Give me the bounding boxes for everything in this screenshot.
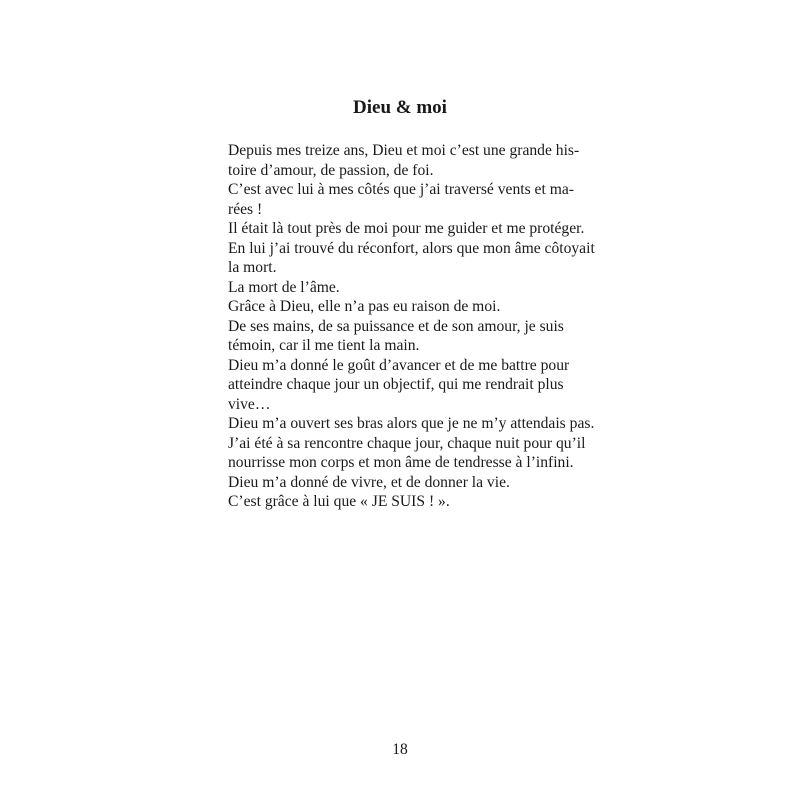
text-line: Il était là tout près de moi pour me guider et me protéger. [228, 220, 585, 237]
text-line: En lui j’ai trouvé du réconfort, alors que mon âme côtoyait [228, 239, 595, 257]
text-line: témoin, car il me tient la main. [228, 337, 420, 354]
text-line: vive… [228, 395, 271, 413]
text-line: Dieu m’a ouvert ses bras alors que je ne m’y attendais pas. [228, 415, 595, 432]
text-line: nourrisse mon corps et mon âme de tendresse à l’infini. [228, 454, 574, 471]
text-line: De ses mains, de sa puissance et de son amour, je suis [228, 317, 564, 335]
text-line: Depuis mes treize ans, Dieu et moi c’est une grande his- [228, 142, 580, 159]
text-line: atteindre chaque jour un objectif, qui me rendrait plus [228, 376, 564, 393]
text-line: Dieu m’a donné de vivre, et de donner la vie. [228, 473, 510, 491]
text-line: C’est grâce à lui que « JE SUIS ! ». [228, 493, 450, 510]
text-line: C’est avec lui à mes côtés que j’ai traversé vents et ma- [228, 181, 574, 198]
page-title: Dieu & moi [353, 97, 447, 118]
text-line: Grâce à Dieu, elle n’a pas eu raison de moi. [228, 298, 501, 315]
text-line: J’ai été à sa rencontre chaque jour, chaque nuit pour qu’il [228, 434, 586, 452]
text-line: la mort. [228, 259, 277, 276]
text-line: La mort de l’âme. [228, 278, 340, 296]
poem-body [228, 141, 608, 512]
text-line: toire d’amour, de passion, de foi. [228, 161, 434, 179]
text-line: rées ! [228, 200, 263, 218]
text-line: Dieu m’a donné le goût d’avancer et de me battre pour [228, 356, 570, 374]
page-number: 18 [392, 741, 408, 758]
